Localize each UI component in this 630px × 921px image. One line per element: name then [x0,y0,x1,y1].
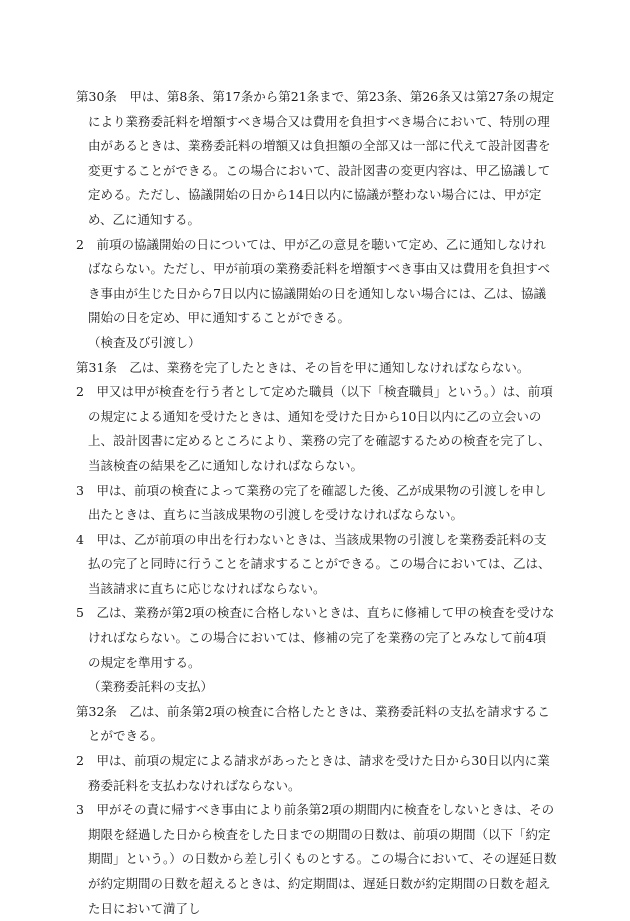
article-30-paragraph-1: 第30条 甲は、第8条、第17条から第21条まで、第23条、第26条又は第27条の規定により業務委託料を増額すべき場合又は費用を負担すべき場合において、特別の理由があるときは、業務委託料の増額又は負担額の全部又は一部に代えて設計図書を変更することができる。この場合において、設計図書の変更内容は、甲乙協議して定める。ただし、協議開始の日から14日以内に協議が整わない場合には、甲が定め、乙に通知する。 [76,89,555,227]
article-31-heading: （検査及び引渡し） [88,334,201,350]
article-32-heading: （業務委託料の支払） [88,679,214,695]
article-31-paragraph-2: 2 甲又は甲が検査を行う者として定めた職員（以下「検査職員」という。）は、前項の規定による通知を受けたときは、通知を受けた日から10日以内に乙の立会いの上、設計図書に定めるところにより、業務の完了を確認するための検査を完了し、当該検査の結果を乙に通知しなければならない。 [76,384,553,473]
article-31-paragraph-5: 5 乙は、業務が第2項の検査に合格しないときは、直ちに修補して甲の検査を受けなければならない。この場合においては、修補の完了を業務の完了とみなして前4項の規定を準用する。 [76,605,555,670]
article-31-paragraph-1: 第31条 乙は、業務を完了したときは、その旨を甲に通知しなければならない。 [76,359,530,375]
article-32-paragraph-1: 第32条 乙は、前条第2項の検査に合格したときは、業務委託料の支払を請求することができる。 [76,703,550,744]
document-body [76,85,558,921]
article-32-paragraph-2: 2 甲は、前項の規定による請求があったときは、請求を受けた日から30日以内に業務委託料を支払わなければならない。 [76,753,550,793]
article-31-paragraph-4: 4 甲は、乙が前項の申出を行わないときは、当該成果物の引渡しを業務委託料の支払の完了と同時に行うことを請求することができる。この場合においては、乙は、当該請求に直ちに応じなければならない。 [76,531,551,596]
article-30-paragraph-2: 2 前項の協議開始の日については、甲が乙の意見を聴いて定め、乙に通知しなければならない。ただし、甲が前項の業務委託料を増額すべき事由又は費用を負担すべき事由が生じた日から7日以内に協議開始の日を通知しない場合には、乙は、協議開始の日を定め、甲に通知することができる。 [76,236,551,326]
article-32-paragraph-3: 3 甲がその責に帰すべき事由により前条第2項の期間内に検査をしないときは、その期限を経過した日から検査をした日までの期間の日数は、前項の期間（以下「約定期間」という。）の日数から差し引くものとする。この場合において、その遅延日数が約定期間の日数を超えるときは、約定期間は、遅延日数が約定期間の日数を超えた日において満了し [76,802,557,916]
article-31-paragraph-3: 3 甲は、前項の検査によって業務の完了を確認した後、乙が成果物の引渡しを申し出たときは、直ちに当該成果物の引渡しを受けなければならない。 [76,482,547,523]
